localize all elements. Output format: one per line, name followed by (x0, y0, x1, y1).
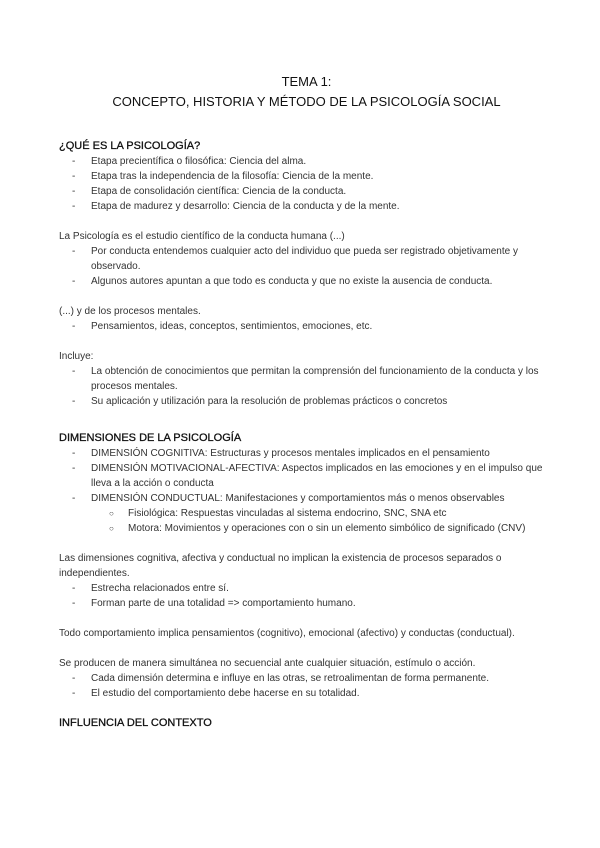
list-item (91, 491, 554, 536)
dimensions-paragraph: Las dimensiones cognitiva, afectiva y conductual no implican la existencia de procesos separados o independientes. (59, 553, 502, 579)
list-item: - Algunos autores apuntan a que todo es conducta y que no existe la ausencia de conducta. (91, 274, 554, 289)
list-item: - Etapa tras la independencia de la filosofía: Ciencia de la mente. (91, 169, 554, 184)
simultaneous-paragraph: Se producen de manera simultánea no secuencial ante cualquier situación, estímulo o acción. (59, 658, 476, 669)
sub-list-item: ○ Fisiológica: Respuestas vinculadas al sistema endocrino, SNC, SNA etc (128, 506, 554, 521)
list-item: - Por conducta entendemos cualquier acto del individuo que pueda ser registrado objetivamente y observado. (91, 244, 554, 274)
list-item: - Su aplicación y utilización para la resolución de problemas prácticos o concretos (91, 394, 554, 409)
title-line-2: CONCEPTO, HISTORIA Y MÉTODO DE LA PSICOLOGÍA SOCIAL (112, 94, 501, 109)
behavior-paragraph: Todo comportamiento implica pensamientos (cognitivo), emocional (afectivo) y conductas (conductual). (59, 628, 515, 639)
list-item: - DIMENSIÓN MOTIVACIONAL-AFECTIVA: Aspectos implicados en las emociones y en el impulso que lleva a la acción o conducta (91, 461, 554, 491)
list-item: - El estudio del comportamiento debe hacerse en su totalidad. (91, 686, 554, 701)
title-line-1: TEMA 1: (281, 74, 332, 89)
includes-paragraph: Incluye: (59, 351, 94, 362)
section-heading-influencia: INFLUENCIA DEL CONTEXTO (59, 717, 212, 729)
section-heading-que-es: ¿QUÉ ES LA PSICOLOGÍA? (59, 140, 201, 152)
list-item: - Etapa de consolidación científica: Ciencia de la conducta. (91, 184, 554, 199)
mental-paragraph: (...) y de los procesos mentales. (59, 306, 201, 317)
includes-list (59, 364, 554, 409)
list-item: - La obtención de conocimientos que permitan la comprensión del funcionamiento de la conducta y los procesos mentales. (91, 364, 554, 394)
document-title (59, 72, 554, 112)
stages-list (59, 154, 554, 214)
definition-list (59, 244, 554, 289)
definition-paragraph: La Psicología es el estudio científico de la conducta humana (...) (59, 231, 345, 242)
sub-list-item: ○ Motora: Movimientos y operaciones con o sin un elemento simbólico de significado (CNV) (128, 521, 554, 536)
list-item: - DIMENSIÓN COGNITIVA: Estructuras y procesos mentales implicados en el pensamiento (91, 446, 554, 461)
list-item: - Etapa precientífica o filosófica: Ciencia del alma. (91, 154, 554, 169)
list-item: - Cada dimensión determina e influye en las otras, se retroalimentan de forma permanente. (91, 671, 554, 686)
list-item: - Etapa de madurez y desarrollo: Ciencia de la conducta y de la mente. (91, 199, 554, 214)
section-heading-dimensiones: DIMENSIONES DE LA PSICOLOGÍA (59, 432, 242, 444)
list-item: - Estrecha relacionados entre sí. (91, 581, 554, 596)
dimension-conductual-text: DIMENSIÓN CONDUCTUAL: Manifestaciones y comportamientos más o menos observables (91, 493, 505, 504)
simultaneous-list (59, 671, 554, 701)
dimensions-list (59, 446, 554, 536)
list-item: - Forman parte de una totalidad => comportamiento humano. (91, 596, 554, 611)
mental-list (59, 319, 554, 334)
list-item: - Pensamientos, ideas, conceptos, sentimientos, emociones, etc. (91, 319, 554, 334)
dimensions-relation-list (59, 581, 554, 611)
conductual-sub-list (91, 506, 554, 536)
